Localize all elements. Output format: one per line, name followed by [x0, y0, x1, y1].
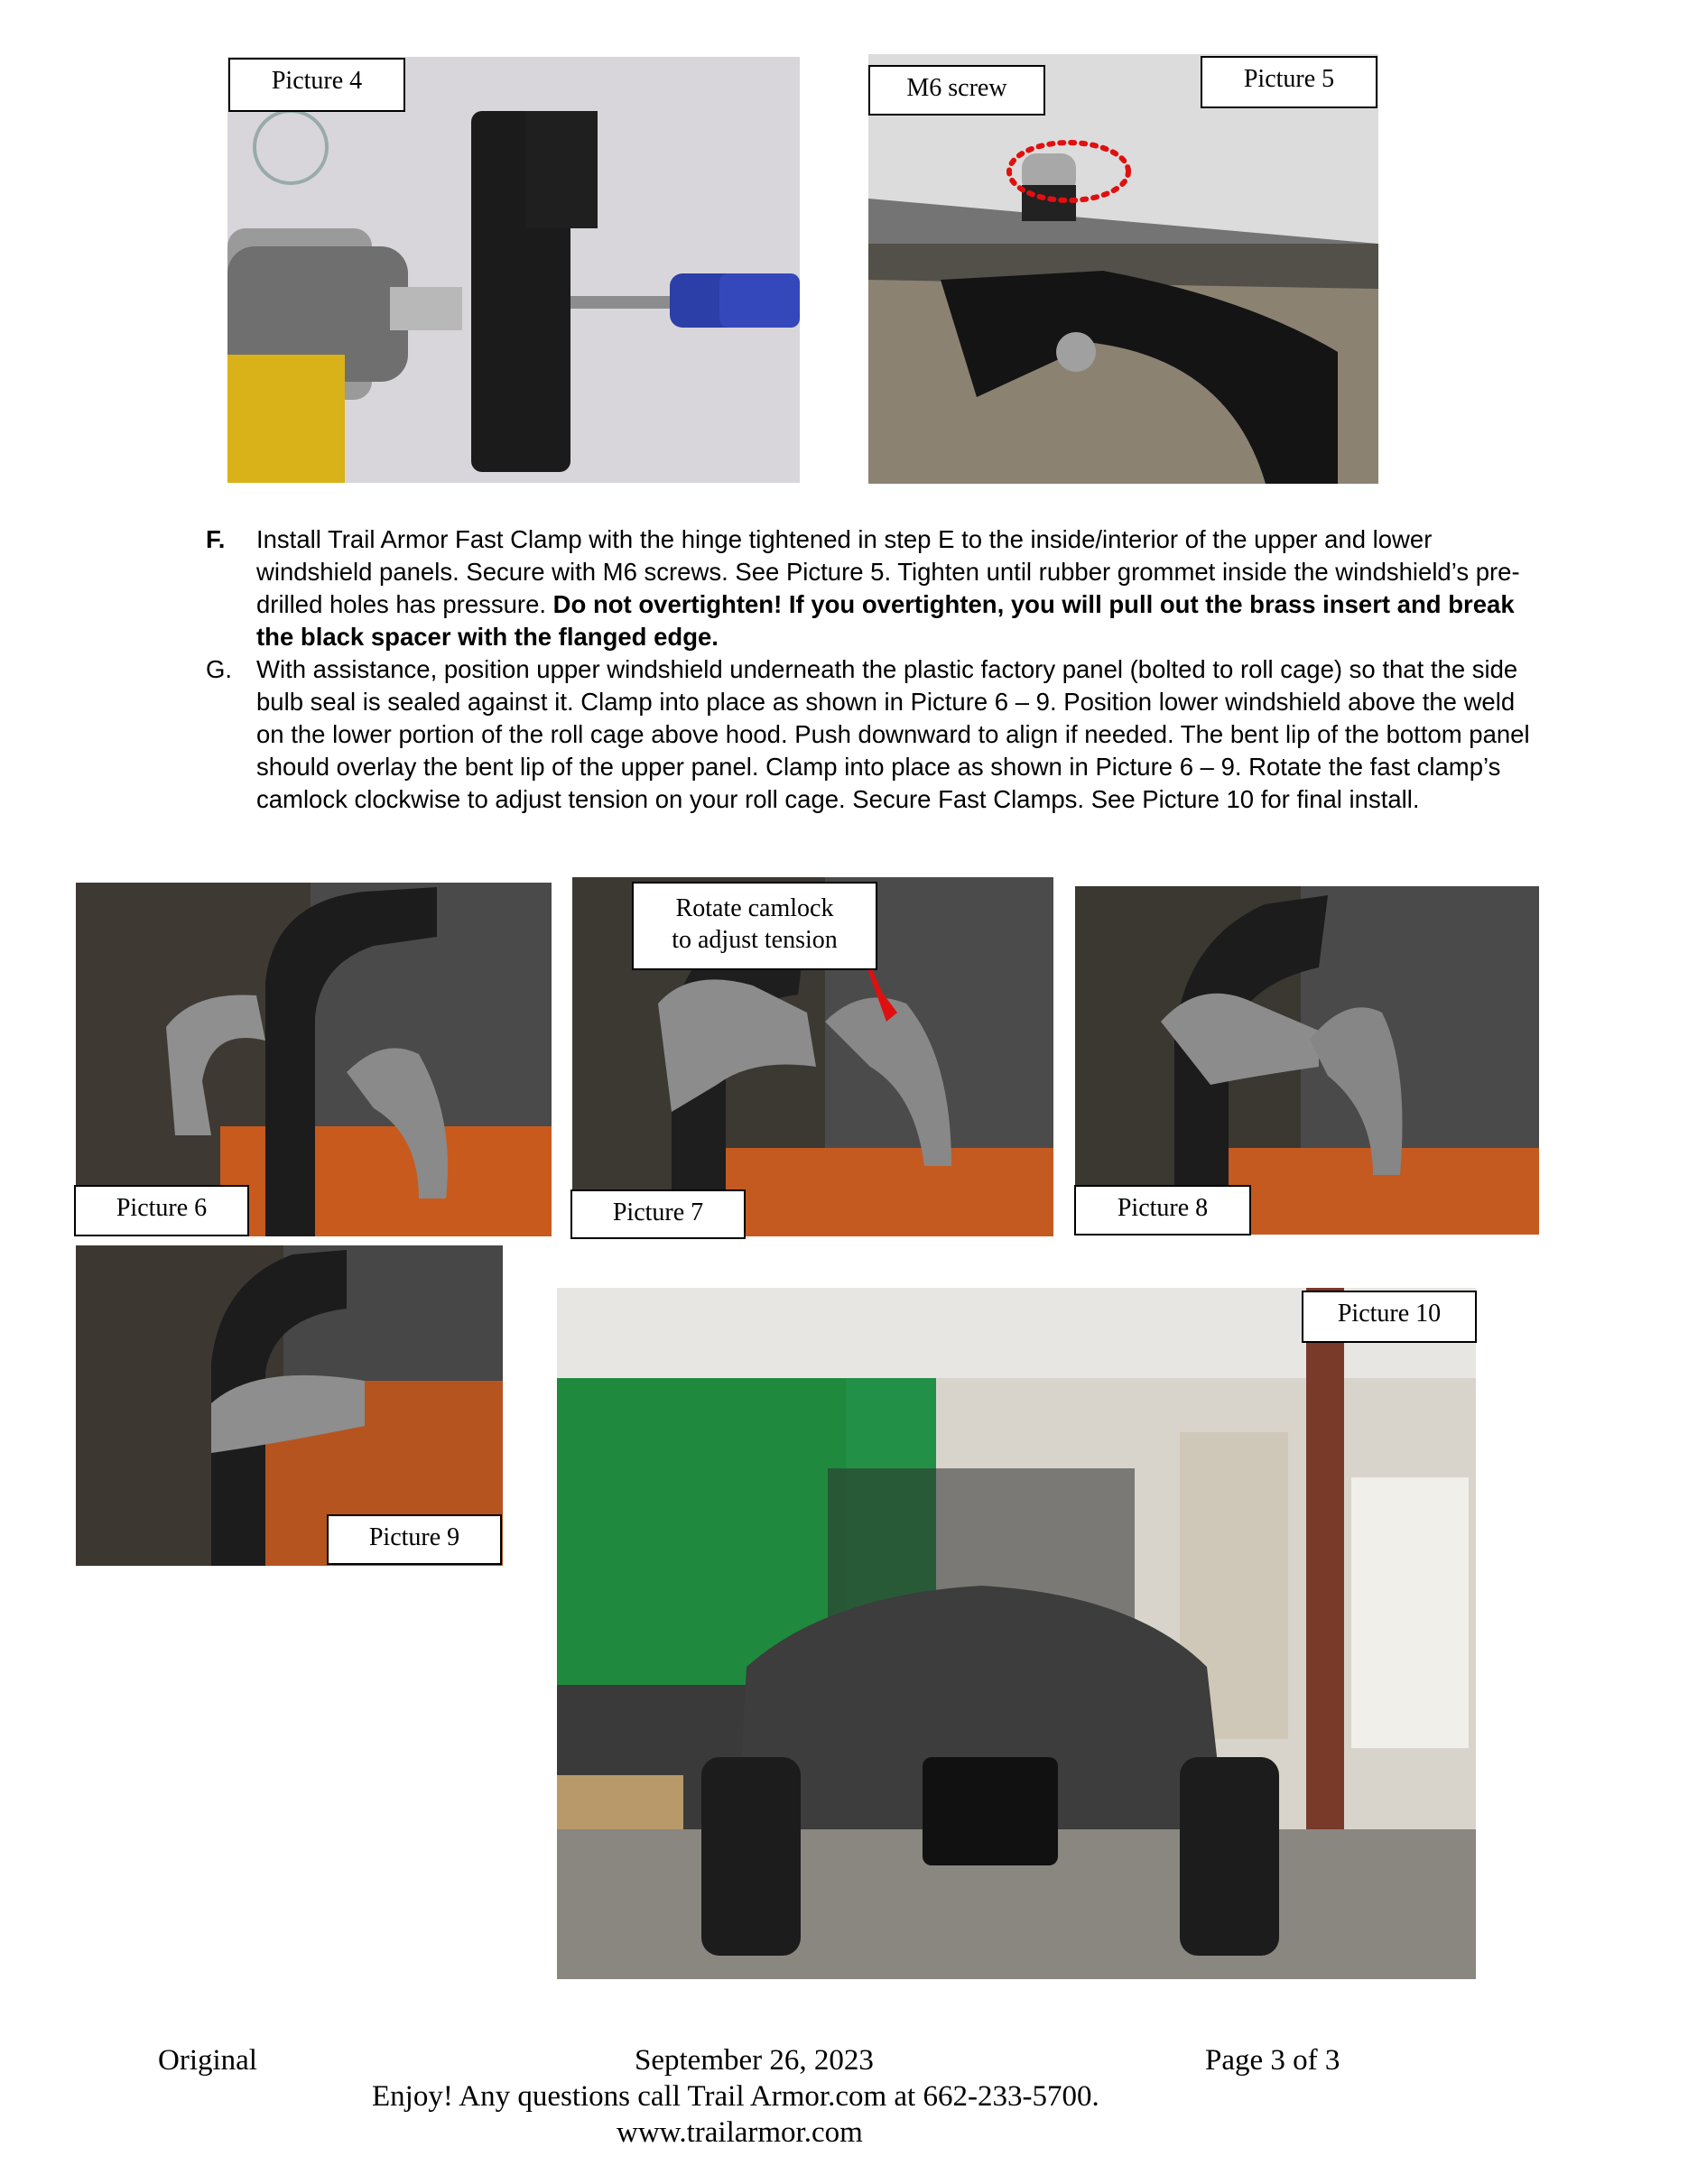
- photo-picture-4: [227, 57, 800, 483]
- photo-picture-5: [868, 54, 1378, 484]
- callout-circle-icon: [1004, 135, 1135, 208]
- picture-9-label: Picture 9: [327, 1514, 502, 1565]
- instructions: [206, 523, 1533, 816]
- step-g: [206, 653, 1533, 816]
- footer-page-number: Page 3 of 3: [1205, 2044, 1340, 2077]
- step-f-warning: Do not overtighten! If you overtighten, you will pull out the brass insert and break the black spacer with the flanged edge.: [256, 590, 1515, 651]
- step-f-text: Install Trail Armor Fast Clamp with the hinge tightened in step E to the inside/interior of the upper and lower windshield panels. Secure with M6 screws. See Picture 5. Tighten until rubber grommet inside the windshield’s pre-drilled holes has pressure.: [256, 525, 1520, 618]
- picture-10-label: Picture 10: [1302, 1291, 1477, 1343]
- m6-screw-label: M6 screw: [868, 65, 1045, 116]
- rotate-camlock-label: [632, 882, 877, 970]
- picture-7-label: Picture 7: [570, 1189, 746, 1239]
- photo-picture-10: [557, 1288, 1476, 1979]
- footer-date: September 26, 2023: [635, 2044, 874, 2077]
- photo-picture-8: [1075, 886, 1539, 1235]
- picture-8-label: Picture 8: [1074, 1185, 1251, 1235]
- rotate-camlock-line1: Rotate camlock: [675, 894, 834, 922]
- step-f-letter: F.: [206, 525, 226, 553]
- step-g-text: With assistance, position upper windshield underneath the plastic factory panel (bolted to roll cage) so that the side bulb seal is sealed against it. Clamp into place as shown in Picture 6 – 9. Position lower windshield above the weld on the lower portion of the roll cage above hood. Push downward to align if needed. The bent lip of the bottom panel should overlay the bent lip of the upper panel. Clamp into place as shown in Picture 6 – 9. Rotate the fast clamp’s camlock clockwise to adjust tension on your roll cage. Secure Fast Clamps. See Picture 10 for final install.: [256, 655, 1530, 813]
- step-f: [206, 523, 1533, 653]
- footer-website: www.trailarmor.com: [617, 2116, 863, 2149]
- picture-4-label: Picture 4: [228, 58, 405, 112]
- step-g-letter: G.: [206, 655, 233, 683]
- footer-original: Original: [158, 2044, 257, 2077]
- rotate-camlock-line2: to adjust tension: [672, 926, 838, 954]
- photo-picture-6: [76, 883, 552, 1236]
- footer-contact: Enjoy! Any questions call Trail Armor.com at 662-233-5700.: [372, 2080, 1099, 2113]
- picture-6-label: Picture 6: [74, 1185, 249, 1236]
- picture-5-label: Picture 5: [1201, 56, 1377, 108]
